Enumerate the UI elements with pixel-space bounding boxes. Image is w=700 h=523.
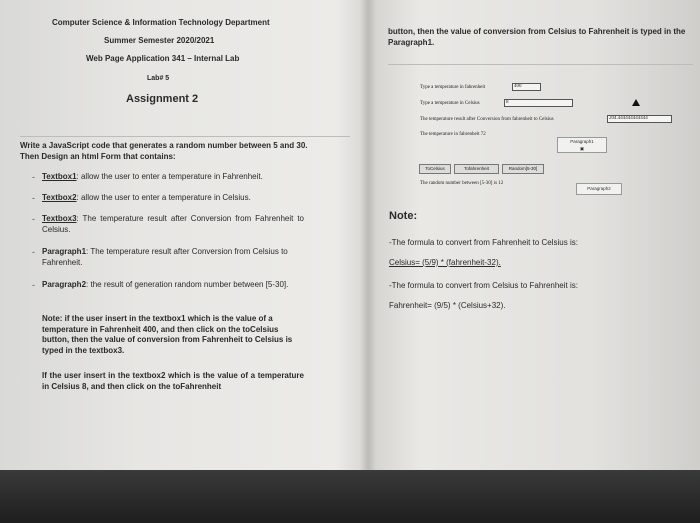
formula2-intro: -The formula to convert from Celsius to Fahrenheit is: <box>389 281 578 290</box>
result-label: The temperature result after Conversion from fahrenheit to Celsius <box>420 117 554 122</box>
note-textbox2: If the user insert in the textbox2 which is the value of a temperature in Celsius 8, and then click on the toFahrenheit <box>42 371 304 391</box>
formula1 <box>389 258 501 268</box>
formula1-text: Celsius= (5/9) * (fahrenheit-32). <box>389 258 501 267</box>
item-textbox1 <box>42 172 312 183</box>
bullet-icon: - <box>32 247 35 257</box>
intro-text: Write a JavaScript code that generates a random number between 5 and 30. Then Design an html Form that contains: <box>20 141 308 161</box>
item-term: Textbox3 <box>42 214 77 223</box>
continuation-text: button, then the value of conversion from Celsius to Fahrenheit is typed in the Paragraph1. <box>388 27 686 47</box>
paragraph1-label: Paragraph1 <box>570 139 594 144</box>
celsius-input[interactable]: 8 <box>504 99 573 107</box>
random-button[interactable]: Random[5-30] <box>502 164 544 174</box>
result-output: 204.444444444444 <box>607 115 672 123</box>
fahrenheit-label: Type a temperature in fahrenheit <box>420 85 486 90</box>
formula2: Fahrenheit= (9/5) * (Celsius+32). <box>389 301 506 310</box>
semester-title: Summer Semester 2020/2021 <box>104 36 215 45</box>
divider <box>20 136 350 137</box>
formula1-intro: -The formula to convert from Fahrenheit to Celsius is: <box>389 238 578 247</box>
item-text: : The temperature result after Conversion from Fahrenheit to Celsius. <box>42 214 304 234</box>
paragraph2-box: Paragraph2 <box>576 183 622 195</box>
fahrenheit-result-text: The temperature in fahrenheit 72 <box>420 132 486 137</box>
item-term: Textbox1 <box>42 172 77 181</box>
bullet-icon: - <box>32 280 35 290</box>
lab-number: Lab# 5 <box>147 75 170 82</box>
item-text: : the result of generation random number between [5-30]. <box>86 280 289 289</box>
move-handle-icon: ▣ <box>579 146 585 151</box>
item-term: Paragraph1 <box>42 247 87 256</box>
random-number-text: The random number between [5-30] is 12 <box>420 181 504 186</box>
bullet-icon: - <box>32 214 35 224</box>
item-text: : allow the user to enter a temperature in Fahrenheit. <box>76 172 263 181</box>
mouse-cursor-icon <box>632 99 640 106</box>
celsius-label: Type a temperature in Celsius <box>420 101 480 106</box>
item-term: Textbox2 <box>42 193 77 202</box>
item-term: Paragraph2 <box>42 280 87 289</box>
note-title: Note: <box>389 210 418 222</box>
fahrenheit-input[interactable]: 400 <box>512 83 541 91</box>
to-celsius-button[interactable]: ToCelsius <box>419 164 451 174</box>
bullet-icon: - <box>32 193 35 203</box>
assignment-title: Assignment 2 <box>126 93 199 105</box>
item-text: : allow the user to enter a temperature in Celsius. <box>76 193 251 202</box>
page-fold-shadow <box>360 0 376 470</box>
course-title: Web Page Application 341 – Internal Lab <box>86 54 240 63</box>
bullet-icon: - <box>32 172 35 182</box>
desk-surface <box>0 470 700 523</box>
to-fahrenheit-button[interactable]: Tofahrenheit <box>454 164 499 174</box>
department-title: Computer Science & Information Technology Department <box>52 18 270 27</box>
item-text: : The temperature result after Conversion from Celsius to Fahrenheit. <box>42 247 288 267</box>
item-textbox2 <box>42 193 312 204</box>
item-paragraph1 <box>42 247 304 268</box>
item-textbox3 <box>42 214 304 235</box>
item-paragraph2 <box>42 280 304 291</box>
note-textbox1: Note: if the user insert in the textbox1 which is the value of a temperature in Fahrenheit 400, and then click on the toCelsius button, then the value of conversion from Fahrenheit to Celsius is typed in the textbox3. <box>42 314 293 355</box>
paragraph1-box <box>557 137 607 153</box>
divider <box>388 64 693 65</box>
